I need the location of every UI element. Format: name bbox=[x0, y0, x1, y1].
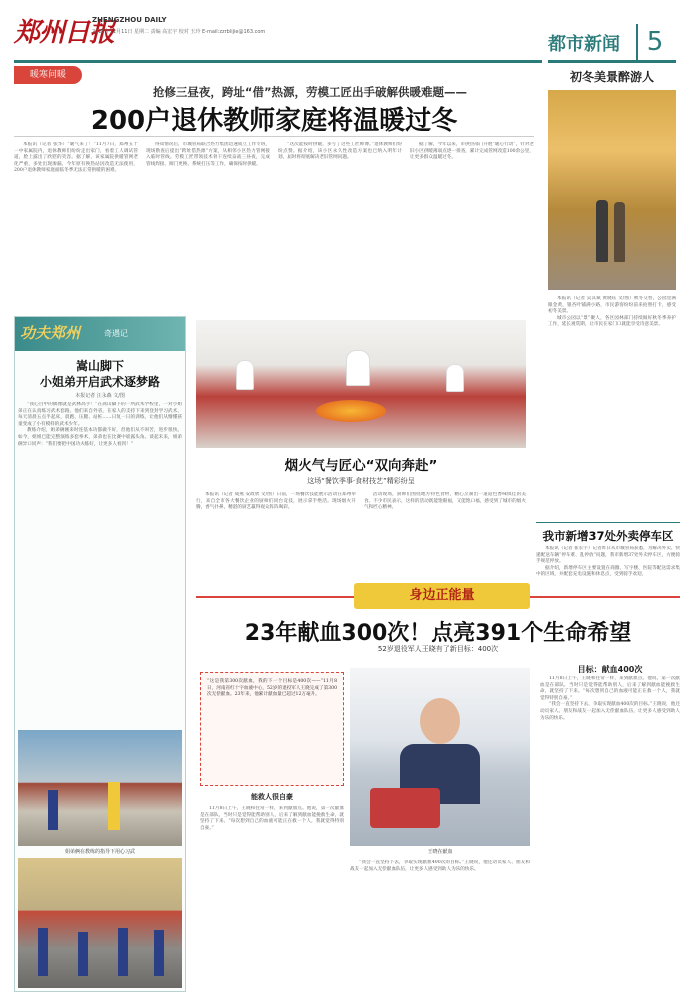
outlets-paragraph: 据介绍，新增停车区主要设置在商圈、写字楼、医院等配送需求集中的区域，并配套充电设施和休息点，受到骑手欢迎。 bbox=[536, 565, 680, 578]
visitor-figure bbox=[596, 200, 608, 262]
blood-paragraph: “我会一直坚持下去，争取实现献血400次的目标。”王晓说，他还动员家人、朋友和战友一起加入无偿献血队伍，让更多人感受到助人为乐的快乐。 bbox=[350, 860, 530, 872]
student-figure bbox=[118, 928, 128, 976]
cooking-headline: 烟火气与匠心“双向奔赴” bbox=[284, 458, 438, 474]
blood-donation-headline: 23年献血300次！点亮391个生命希望 bbox=[244, 621, 632, 646]
lead-column-2 bbox=[146, 142, 270, 310]
lead-headline: 200户退休教师家庭将温暖过冬 bbox=[90, 106, 458, 136]
chef-hat bbox=[236, 360, 254, 390]
sidebar-text bbox=[548, 296, 676, 446]
blood-paragraph: “我会一直坚持下去，争取实现献血400次的目标。”王晓说，他还动员家人、朋友和战友一起加入无偿献血队伍，让更多人感受到助人为乐的快乐。 bbox=[540, 702, 680, 721]
blood-paragraph: 11月8日上午，王晓和往常一样，来到献血点。他说，第一次献血是在部队，当时只是觉得能帮助别人，后来了解到献血能挽救生命，就坚持了下来。“每次想到自己的血液可能正在救一个人，我就觉得特别自豪。” bbox=[200, 806, 344, 831]
cooking-subhead: 这场“餐饮季事·食材技艺”精彩纷呈 bbox=[307, 477, 415, 485]
divider bbox=[14, 136, 534, 137]
lead-column-4 bbox=[410, 142, 534, 310]
coach-figure bbox=[108, 782, 120, 830]
page-number: 5 bbox=[636, 24, 672, 60]
student-figure bbox=[154, 930, 164, 976]
positive-energy-tag: 身边正能量 bbox=[354, 583, 530, 609]
lead-column-3 bbox=[278, 142, 402, 310]
wushu-paragraph: “我心目中的偶像就是武林高手！”在嵩山脚下的一所武术学校里，一对小姐弟正在认真练习武术套路。他们来自外省，在家人的支持下来到登封学习武术，每天清晨五点半起床，晨跑、压腿、站桩……日复一日的训练，让他们从懵懂孩童变成了小有模样的武术少年。 bbox=[18, 402, 182, 427]
lead-column-1 bbox=[14, 142, 138, 310]
outlets-body bbox=[536, 546, 680, 582]
sidebar-paragraph: 本报讯（记者 吴其斌 黄晓钰 文/图）秋冬交替，公园里满眼金黄，银杏叶铺满小路，市民游客纷纷前来拍照打卡，感受初冬美景。 bbox=[548, 296, 676, 315]
student-figure bbox=[38, 928, 48, 976]
autumn-park-photo bbox=[548, 90, 676, 290]
blood-paragraph: 11月8日上午，王晓和往常一样，来到献血点。他说，第一次献血是在部队，当时只是觉得能帮助别人，后来了解到献血能挽救生命，就坚持了下来。“每次想到自己的血液可能正在救一个人，我就觉得特别自豪。” bbox=[540, 676, 680, 701]
dateline: 2025年11月11日 星期二 责编 高宏宇 校对 玉玲 E-mail:zzrblijie@163.com bbox=[92, 29, 266, 35]
masthead bbox=[0, 0, 690, 62]
wushu-series-name: 奇遇记 bbox=[104, 329, 128, 338]
target-subhead: 目标：献血400次 bbox=[577, 665, 643, 674]
cooking-paragraph: 活动现场，厨师们围绕地方特色食材，精心烹制出一道道色香味俱佳的美食。不少市民表示，这样的活动既能饱眼福，又能饱口福，感受到了城市的烟火气和匠心精神。 bbox=[364, 492, 526, 511]
donor-head bbox=[420, 698, 460, 744]
outlets-headline: 我市新增37处外卖停车区 bbox=[542, 529, 674, 543]
blood-body-2 bbox=[350, 860, 530, 990]
lead-paragraph: 据了解，今年以来，市供热部门开展“暖心行动”，针对老旧小区供暖薄弱点逐一排查，累计完成管网改造100余公里，让更多群众温暖过冬。 bbox=[410, 142, 534, 161]
lead-paragraph: 本报讯（记者 张华）“暖气来了！”11月7日，郑州五十一中家属院内，退休教师们纷纷走出家门，看着工人调试管道，脸上露出了欣慰的笑容。据了解，该家属院供暖管网老化严重，多处出现渗漏，今年原有换热站因改造无法使用，200户退休教师家庭面临冬季无法正常供暖的困难。 bbox=[14, 142, 138, 174]
blood-donation-subhead: 52岁退役军人王晓有了新目标：400次 bbox=[377, 645, 499, 653]
donor-caption: 王晓在献血 bbox=[427, 849, 453, 855]
newspaper-english-name: ZHENGZHOU DAILY bbox=[92, 16, 167, 24]
quote-text: “这是我第300次献血，我的下一个目标是400次——”11月8日，河南省红十字血液中心，52岁的退役军人王晓完成了第300次无偿献血。23年来，他累计献血量已超过12万毫升。 bbox=[207, 679, 337, 698]
student-figure bbox=[48, 790, 58, 830]
wushu-photo-group bbox=[18, 858, 182, 988]
sidebar-headline: 初冬美景醉游人 bbox=[569, 70, 654, 84]
blood-body-1 bbox=[200, 806, 344, 990]
wushu-photo-training bbox=[18, 730, 182, 846]
sidebar-paragraph: 城市公园以“景”聚人，各区园林部门持续做好秋冬季养护工作，延长观赏期，让市民在家门口就能享受诗意美景。 bbox=[548, 315, 676, 328]
cooking-body-2 bbox=[364, 492, 526, 582]
blood-body-3 bbox=[540, 676, 680, 990]
cooking-paragraph: 本报讯（记者 成燕 安政欣 文/图）日前，一场餐饮技能展示活动在郑州举行，来自全市各大餐饮企业的厨师们同台竞技，展示拿手绝活。现场烟火升腾，香气扑鼻，精湛的厨艺赢得观众阵阵喝彩。 bbox=[196, 492, 356, 511]
wushu-series-title: 功夫郑州 bbox=[20, 324, 81, 342]
wushu-caption: 姐弟俩在教练的指导下用心习武 bbox=[64, 849, 135, 855]
lead-tag: 暖寒问暖 bbox=[14, 66, 82, 84]
chef-hat bbox=[446, 364, 464, 392]
lead-paragraph: “这次能按时供暖，多亏了这些工匠师傅。”退休教师们纷纷点赞。据介绍，该小区永久性改造方案也已纳入明年计划，届时将彻底解决老旧管网问题。 bbox=[278, 142, 402, 161]
outlets-paragraph: 本报讯（记者 崔长宇）记者昨日从市城管局获悉，为解决外卖、快递配送车辆“停车难、乱停放”问题，我市新增37处外卖停车区，方便骑手规范停放。 bbox=[536, 546, 680, 565]
donor-photo bbox=[350, 668, 530, 846]
lead-paragraph: 得知情况后，市城管局联合热力集团迅速成立工作专班，现场勘查后提出“跨址借热源”方案，从相邻小区热力管网接入临时管线。劳模工匠带领技术骨干连续奋战三昼夜，完成管线焊接、阀门更换、系统打压等工作，确保按时供暖。 bbox=[146, 142, 270, 167]
wushu-paragraph: 教练介绍，姐弟俩刚来时连基本功都做不好，但他们从不叫苦，进步很快。如今，姐姐已能完整演练多套拳术，弟弟也在比赛中崭露头角。谈起未来，姐弟俩异口同声：“我们要把中国功夫练好，让更多人看到！” bbox=[18, 428, 182, 447]
wushu-byline: 本报记者 汪永森 文/图 bbox=[75, 393, 125, 399]
wushu-body bbox=[18, 402, 182, 724]
cooking-body-1 bbox=[196, 492, 356, 582]
chef-hat bbox=[346, 350, 370, 386]
lead-kicker: 抢修三昼夜，跨址“借”热源，劳模工匠出手破解供暖难题—— bbox=[152, 85, 468, 99]
section-subhead: 能救人很自豪 bbox=[251, 793, 293, 801]
top-rule bbox=[14, 60, 542, 63]
section-title: 都市新闻 bbox=[548, 34, 620, 55]
flame bbox=[316, 400, 386, 422]
blood-bag bbox=[370, 788, 440, 828]
newspaper-logo: 郑州日报 bbox=[14, 18, 115, 48]
cooking-photo bbox=[196, 320, 526, 448]
quote-box bbox=[200, 672, 344, 786]
divider bbox=[536, 522, 680, 523]
student-figure bbox=[78, 932, 88, 976]
top-rule-right bbox=[548, 60, 676, 63]
visitor-figure bbox=[614, 202, 625, 262]
wushu-headline: 嵩山脚下 小姐弟开启武术逐梦路 bbox=[39, 359, 160, 389]
